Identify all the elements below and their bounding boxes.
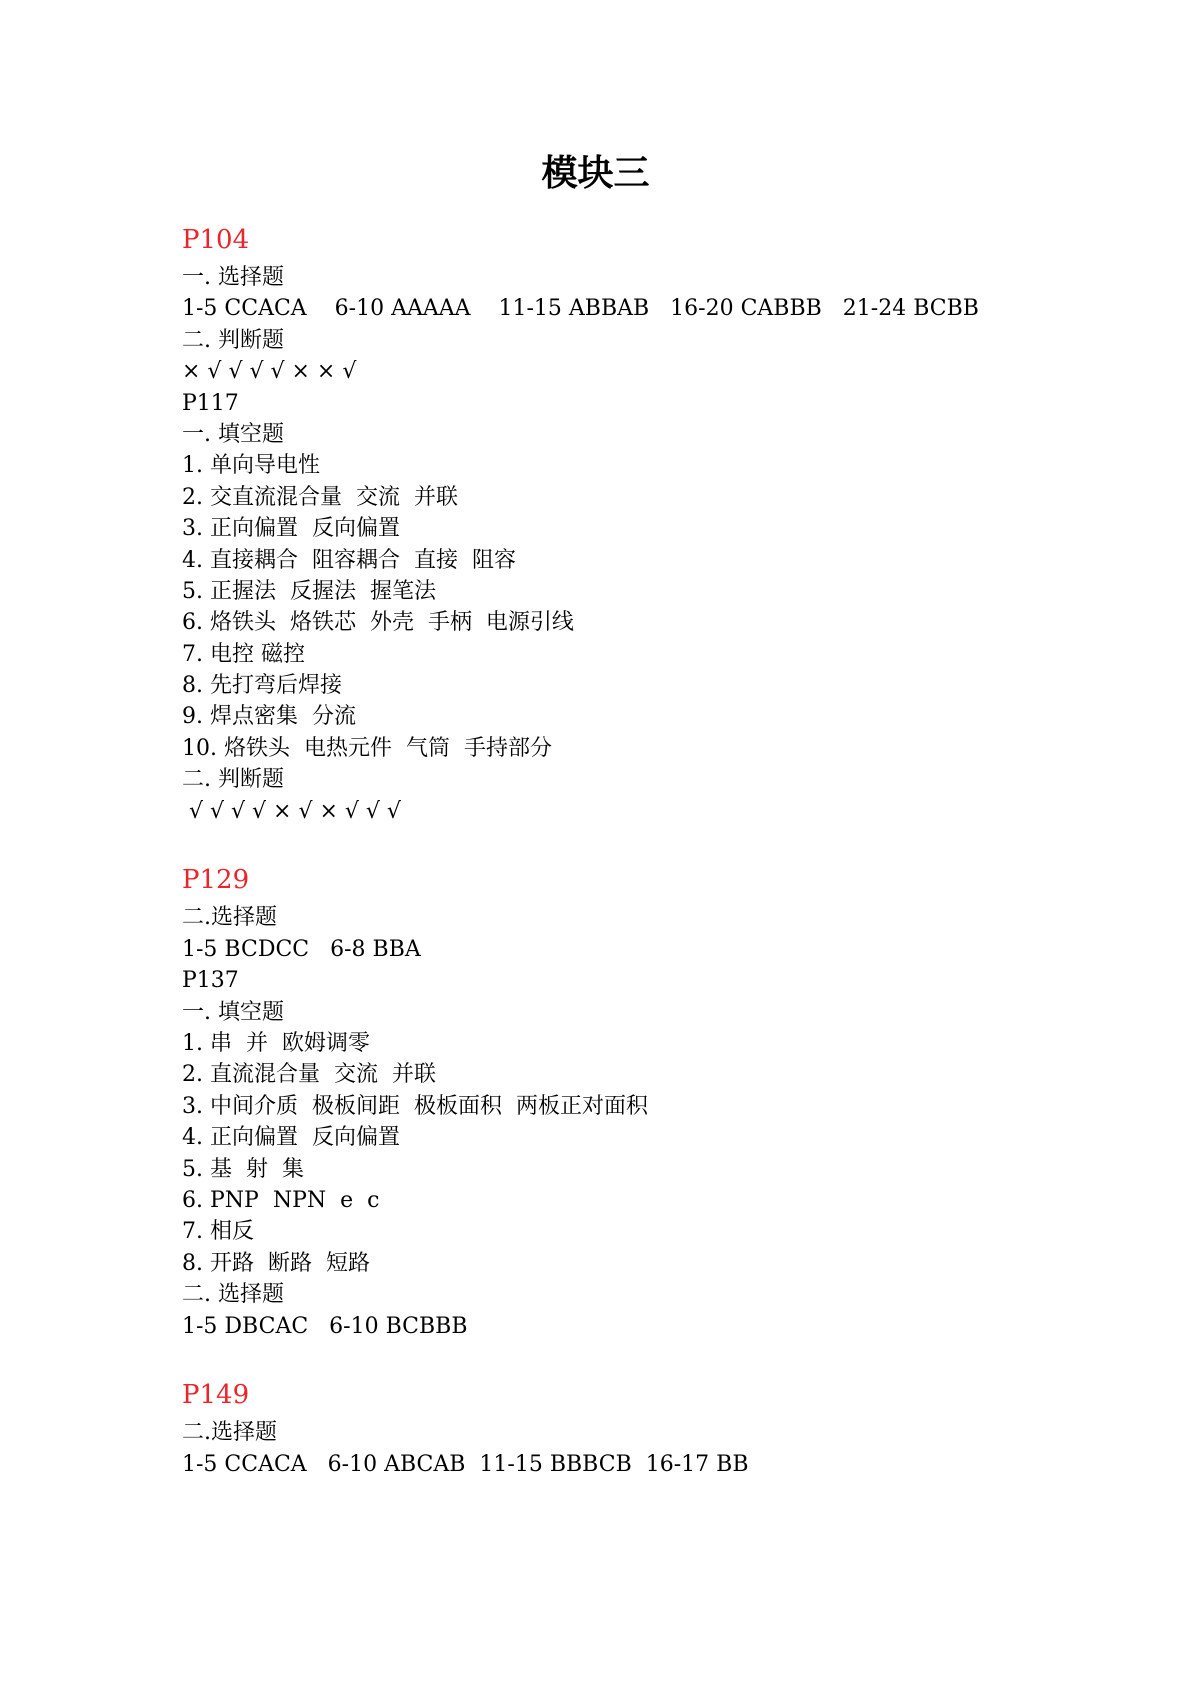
section-heading: 一. 选择题 bbox=[182, 265, 284, 290]
page-reference-p149: P149 bbox=[182, 1380, 250, 1411]
answer-line: 2. 直流混合量 交流 并联 bbox=[182, 1062, 436, 1088]
answer-line: 1-5 CCACA 6-10 ABCAB 11-15 BBBCB 16-17 BB bbox=[182, 1451, 749, 1477]
answer-line: 10. 烙铁头 电热元件 气筒 手持部分 bbox=[182, 735, 552, 761]
answer-line: 6. 烙铁头 烙铁芯 外壳 手柄 电源引线 bbox=[182, 610, 574, 636]
answer-line: 1. 单向导电性 bbox=[182, 453, 320, 479]
answer-line: 9. 焊点密集 分流 bbox=[182, 704, 356, 730]
answer-line: 1-5 CCACA 6-10 AAAAA 11-15 ABBAB 16-20 CABBB 21-24 BCBB bbox=[182, 296, 979, 322]
section-heading: 一. 填空题 bbox=[182, 999, 284, 1025]
section-heading: 二.选择题 bbox=[182, 905, 277, 931]
answer-line: 1-5 BCDCC 6-8 BBA bbox=[182, 936, 421, 962]
document-body bbox=[182, 218, 1132, 1480]
answer-line: 3. 正向偏置 反向偏置 bbox=[182, 516, 400, 542]
section-heading: 二. 选择题 bbox=[182, 1282, 284, 1308]
section-heading: 二. 判断题 bbox=[182, 327, 284, 353]
answer-line: 5. 正握法 反握法 握笔法 bbox=[182, 578, 436, 604]
answer-line: 8. 先打弯后焊接 bbox=[182, 673, 342, 699]
answer-line: √ √ √ √ × √ × √ √ √ bbox=[182, 798, 401, 824]
answer-line: × √ √ √ √ × × √ bbox=[182, 359, 357, 385]
answer-line: 6. PNP NPN e c bbox=[182, 1187, 380, 1213]
answer-line: 4. 正向偏置 反向偏置 bbox=[182, 1125, 400, 1151]
answer-line: 8. 开路 断路 短路 bbox=[182, 1250, 370, 1276]
section-heading: 二.选择题 bbox=[182, 1420, 277, 1446]
section-heading: 一. 填空题 bbox=[182, 421, 284, 447]
blank-line bbox=[182, 827, 1132, 858]
page-reference-p137: P137 bbox=[182, 968, 239, 994]
answer-line: 4. 直接耦合 阻容耦合 直接 阻容 bbox=[182, 547, 516, 573]
answer-line: 3. 中间介质 极板间距 极板面积 两板正对面积 bbox=[182, 1093, 648, 1119]
page-reference-p117: P117 bbox=[182, 390, 239, 416]
answer-line: 7. 相反 bbox=[182, 1219, 254, 1245]
blank-line bbox=[182, 1342, 1132, 1373]
answer-line: 2. 交直流混合量 交流 并联 bbox=[182, 484, 458, 510]
page-title: 模块三 bbox=[541, 153, 650, 194]
section-heading: 二. 判断题 bbox=[182, 767, 284, 793]
page-reference-p129: P129 bbox=[182, 865, 250, 896]
answer-line: 1-5 DBCAC 6-10 BCBBB bbox=[182, 1313, 468, 1339]
page-reference-p104: P104 bbox=[182, 225, 250, 255]
answer-line: 7. 电控 磁控 bbox=[182, 641, 305, 667]
answer-line: 5. 基 射 集 bbox=[182, 1156, 304, 1182]
answer-line: 1. 串 并 欧姆调零 bbox=[182, 1030, 370, 1056]
